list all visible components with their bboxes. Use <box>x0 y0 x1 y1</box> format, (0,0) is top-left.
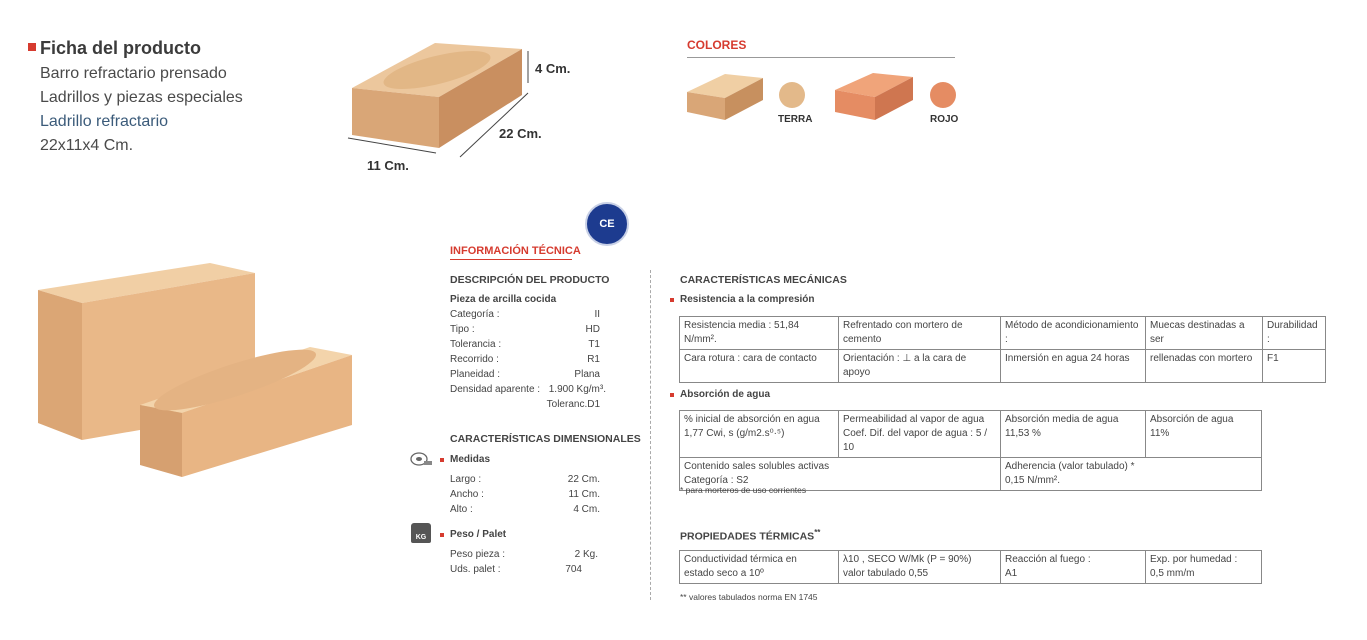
medidas-key: Largo : <box>450 474 482 485</box>
product-key: Planeidad : <box>450 369 501 380</box>
resistance-title: Resistencia a la compresión <box>680 294 815 305</box>
table-cell: Muecas destinadas a ser <box>1146 317 1263 350</box>
column-divider <box>650 270 651 600</box>
absorption-table <box>679 410 1262 491</box>
weight-kg-icon <box>411 523 431 543</box>
table-cell: Método de acondicionamiento : <box>1001 317 1146 350</box>
cell-line: Contenido sales solubles activas <box>684 461 830 472</box>
peso-value: 2 Kg. <box>574 549 598 560</box>
cell-line: % inicial de absorción en agua <box>684 414 820 425</box>
table-cell <box>1146 411 1262 458</box>
table-cell <box>839 411 1001 458</box>
swatch-terra-label: TERRA <box>778 114 813 125</box>
dim-width-label: 11 Cm. <box>367 158 409 173</box>
tape-measure-icon <box>410 451 432 467</box>
cell-line: 11,53 % <box>1005 428 1041 439</box>
brick-rojo-image <box>833 70 915 125</box>
table-cell <box>1146 551 1262 584</box>
table-cell: Refrentado con mortero de cemento <box>839 317 1001 350</box>
subtitle-line-2: Ladrillos y piezas especiales <box>40 89 243 106</box>
cell-line: Absorción media de agua <box>1005 414 1119 425</box>
table-cell: rellenadas con mortero <box>1146 350 1263 383</box>
peso-value: 704 <box>565 564 582 575</box>
cell-line: valor tabulado 0,55 <box>843 568 929 579</box>
page-title: Ficha del producto <box>40 38 202 58</box>
absorption-bullet <box>670 393 674 397</box>
product-key: Recorrido : <box>450 354 499 365</box>
product-value: II <box>594 309 600 320</box>
table-row <box>680 350 1326 383</box>
resistance-table <box>679 316 1326 383</box>
peso-key: Peso pieza : <box>450 549 506 560</box>
subtitle-line-3: Ladrillo refractario <box>40 113 169 130</box>
product-value: R1 <box>587 354 600 365</box>
kg-icon-text: KG <box>415 534 427 541</box>
cell-line: λ10 , SECO W/Mk (P = 90%) <box>843 554 972 565</box>
peso-title: Peso / Palet <box>450 529 507 540</box>
product-key: Tolerancia : <box>450 339 502 350</box>
medidas-value: 22 Cm. <box>567 474 600 485</box>
thermal-table <box>679 550 1262 584</box>
colors-divider <box>687 57 955 58</box>
thermal-heading-sup: ** <box>814 528 821 537</box>
absorption-title: Absorción de agua <box>680 389 771 400</box>
subtitle-line-4: 22x11x4 Cm. <box>40 137 134 154</box>
medidas-key: Ancho : <box>450 489 484 500</box>
cell-line: Exp. por humedad : <box>1150 554 1238 565</box>
cell-line: Absorción de agua <box>1150 414 1234 425</box>
brick-dimension-illustration <box>340 35 540 165</box>
peso-bullet <box>440 533 444 537</box>
product-extra: Toleranc.D1 <box>546 399 600 410</box>
thermal-heading <box>680 528 820 543</box>
table-cell: Cara rotura : cara de contacto <box>680 350 839 383</box>
table-cell: F1 <box>1263 350 1326 383</box>
cell-line: 0,5 mm/m <box>1150 568 1195 579</box>
cell-line: 1,77 Cwi, s (g/m2.s⁰·⁵) <box>684 428 785 439</box>
table-cell <box>680 551 839 584</box>
ce-mark-icon <box>585 202 629 246</box>
table-row <box>680 317 1326 350</box>
dimensional-heading: CARACTERÍSTICAS DIMENSIONALES <box>450 433 641 445</box>
product-heading: DESCRIPCIÓN DEL PRODUCTO <box>450 274 610 286</box>
table-cell <box>839 551 1001 584</box>
table-cell <box>1001 411 1146 458</box>
dim-height-label: 4 Cm. <box>535 61 571 76</box>
thermal-heading-text: PROPIEDADES TÉRMICAS <box>680 530 815 543</box>
table-cell: Inmersión en agua 24 horas <box>1001 350 1146 383</box>
cell-line: Conductividad térmica en <box>684 554 797 565</box>
cell-line: 11% <box>1150 428 1170 439</box>
medidas-value: 4 Cm. <box>573 504 600 515</box>
swatch-rojo[interactable] <box>930 82 956 108</box>
dim-length-label: 22 Cm. <box>499 126 542 141</box>
product-key: Densidad aparente : <box>450 384 541 395</box>
bricks-photo <box>30 255 370 485</box>
table-cell <box>1001 551 1146 584</box>
product-key: Categoría : <box>450 309 500 320</box>
cell-line: estado seco a 10º <box>684 568 764 579</box>
cell-line: Categoría : S2 <box>684 475 749 486</box>
info-title: INFORMACIÓN TÉCNICA <box>450 245 581 257</box>
table-cell <box>680 411 839 458</box>
cell-line: Coef. Dif. del vapor de agua : 5 / 10 <box>843 428 987 453</box>
product-value: 1.900 Kg/m³. <box>548 384 606 395</box>
table-row <box>680 551 1262 584</box>
product-subtitle: Pieza de arcilla cocida <box>450 294 557 305</box>
colors-title: COLORES <box>687 38 747 52</box>
medidas-title: Medidas <box>450 454 491 465</box>
cell-line: Reacción al fuego : <box>1005 554 1091 565</box>
thermal-note: ** valores tabulados norma EN 1745 <box>680 592 818 602</box>
brick-terra-image <box>685 70 765 125</box>
medidas-key: Alto : <box>450 504 473 515</box>
table-row <box>680 411 1262 458</box>
cell-line: A1 <box>1005 568 1018 579</box>
table-cell <box>1001 458 1262 491</box>
subtitle-line-1: Barro refractario prensado <box>40 65 227 82</box>
medidas-value: 11 Cm. <box>568 489 600 500</box>
table-cell: Resistencia media : 51,84 N/mm². <box>680 317 839 350</box>
cell-line: 0,15 N/mm². <box>1005 475 1061 486</box>
info-title-underline <box>450 259 572 260</box>
cell-line: Permeabilidad al vapor de agua <box>843 414 985 425</box>
medidas-bullet <box>440 458 444 462</box>
resistance-bullet <box>670 298 674 302</box>
ce-mark-text: CE <box>599 218 615 230</box>
swatch-rojo-label: ROJO <box>930 114 959 125</box>
peso-key: Uds. palet : <box>450 564 501 575</box>
product-value: HD <box>585 324 600 335</box>
mechanical-heading: CARACTERÍSTICAS MECÁNICAS <box>680 274 847 286</box>
cell-line: Adherencia (valor tabulado) * <box>1005 461 1135 472</box>
absorption-note: * para morteros de uso corrientes <box>680 485 807 495</box>
table-cell: Durabilidad : <box>1263 317 1326 350</box>
product-value: T1 <box>588 339 600 350</box>
product-key: Tipo : <box>450 324 475 335</box>
product-value: Plana <box>574 369 600 380</box>
swatch-terra[interactable] <box>779 82 805 108</box>
table-cell: Orientación : ⊥ a la cara de apoyo <box>839 350 1001 383</box>
title-bullet <box>28 43 36 51</box>
